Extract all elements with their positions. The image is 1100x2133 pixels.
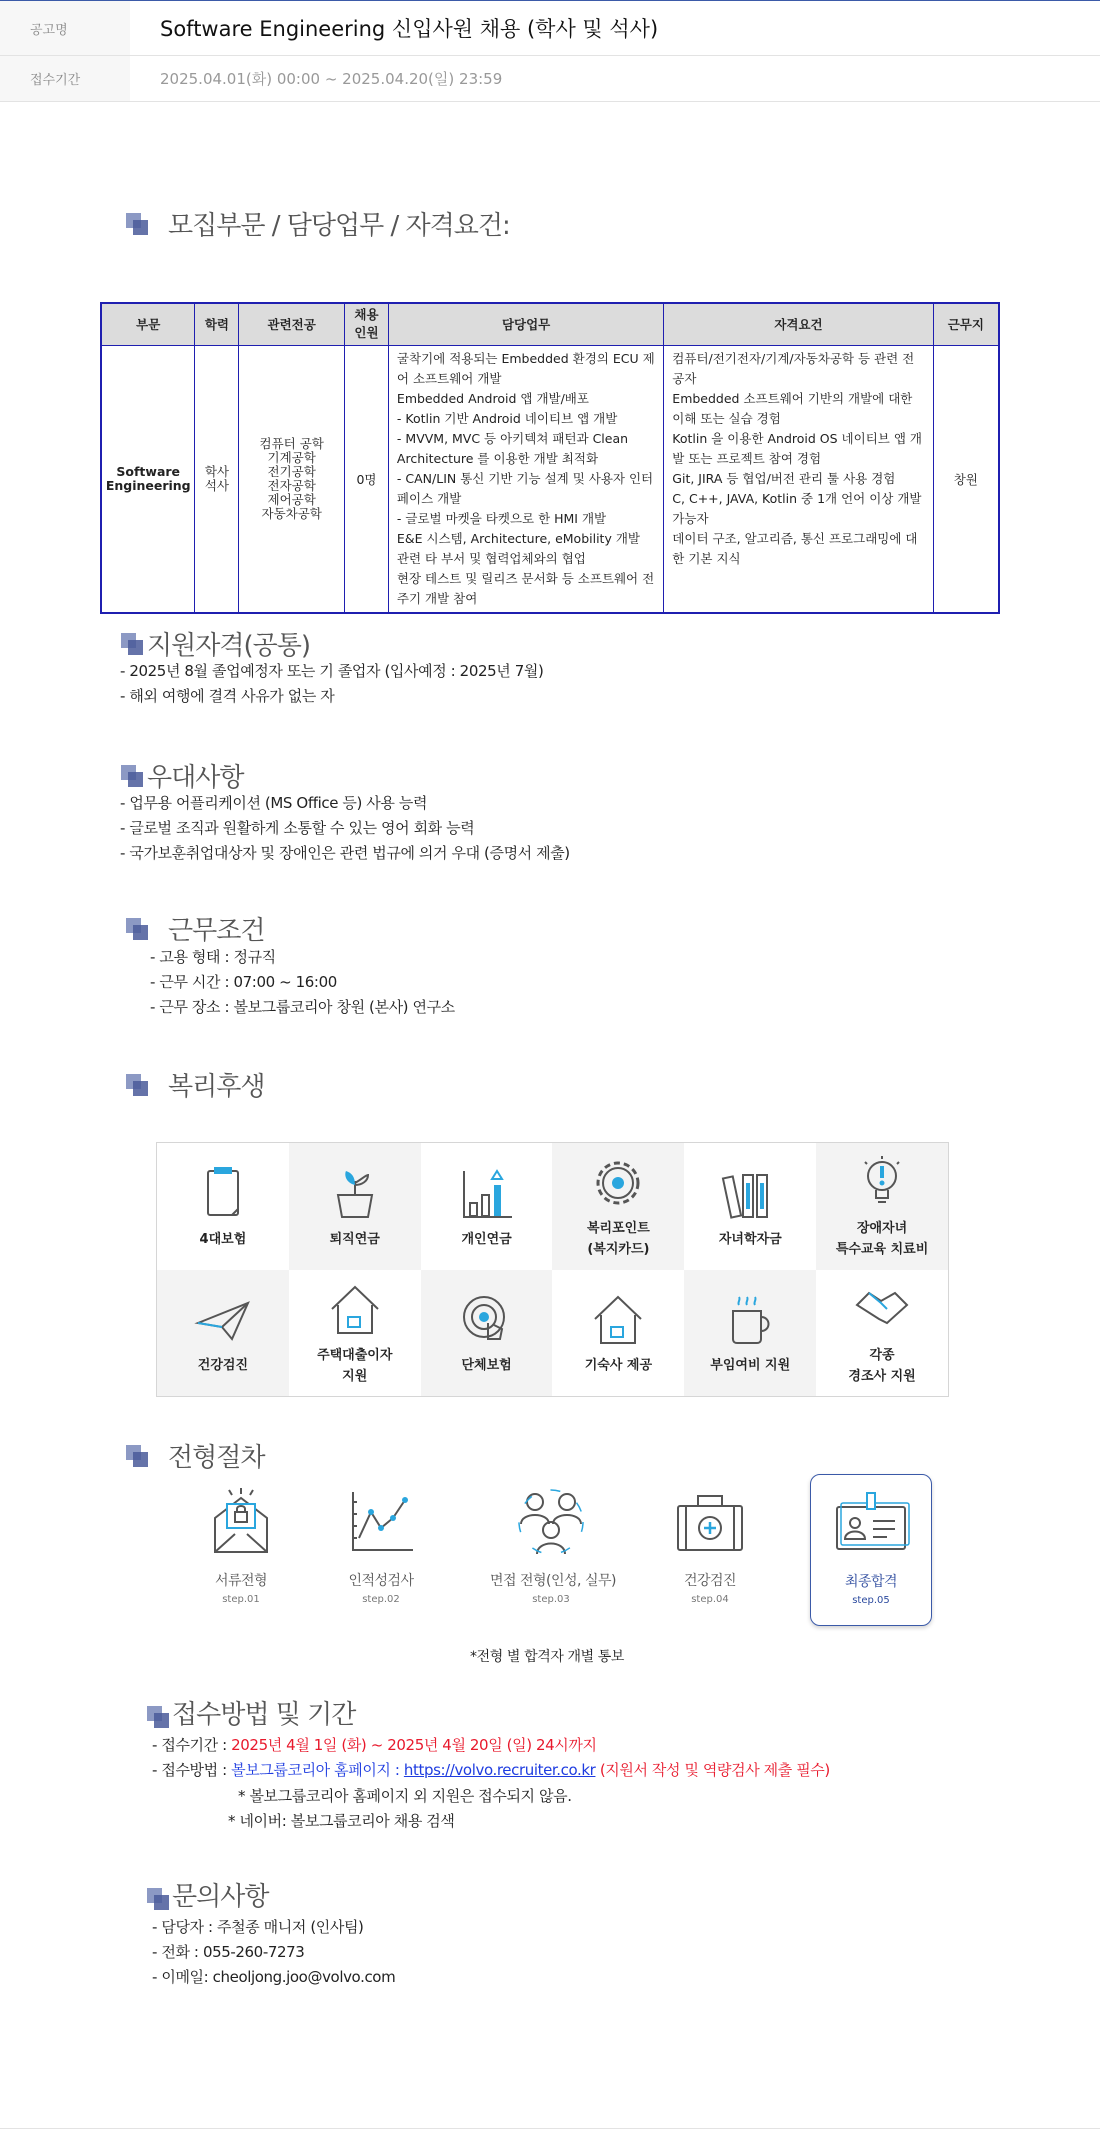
benefit-item: 4대보험: [157, 1143, 289, 1270]
preference-item: - 업무용 어플리케이션 (MS Office 등) 사용 능력: [120, 794, 428, 812]
column-header: 자격요건: [664, 303, 933, 345]
envelope-lock-icon: [201, 1482, 281, 1562]
gear-icon: [587, 1152, 649, 1214]
table-header-row: [101, 303, 999, 345]
process-step-final: [810, 1474, 932, 1626]
section-bullet-icon: [126, 1074, 148, 1096]
step-name: 면접 전형(인성, 실무): [490, 1573, 616, 1589]
column-header: 근무지: [933, 303, 999, 345]
contact-item: - 전화 : 055-260-7273: [152, 1943, 305, 1961]
benefits-grid: [156, 1142, 949, 1397]
clipboard-icon: [192, 1163, 254, 1225]
requirement-item: Kotlin 을 이용한 Android OS 네이티브 앱 개발 또는 프로젝트 참여 경험: [672, 430, 922, 466]
section-bullet-icon: [147, 1888, 169, 1910]
footer-divider: [0, 2128, 1100, 2129]
target-hand-icon: [456, 1289, 518, 1351]
benefit-item: 복리포인트 (복지카드): [552, 1143, 684, 1270]
duty-item: - CAN/LIN 통신 기반 기능 설계 및 사용자 인터페이스 개발: [396, 470, 654, 506]
section-bullet-icon: [126, 918, 148, 940]
benefit-item: 부임여비 지원: [684, 1270, 816, 1397]
benefit-item: 기숙사 제공: [552, 1270, 684, 1397]
requirement-item: Embedded 소프트웨어 기반의 개발에 대한 이해 또는 실습 경험: [672, 390, 913, 426]
apply-period-value: 2025년 4월 1일 (화) ~ 2025년 4월 20일 (일) 24시까지: [231, 1736, 597, 1754]
column-header: 관련전공: [239, 303, 345, 345]
plant-pot-icon: [324, 1163, 386, 1225]
apply-period-line: [152, 1734, 597, 1755]
step-name: 건강검진: [683, 1573, 737, 1589]
section-bullet-icon: [121, 765, 143, 787]
requirement-item: 컴퓨터/전기전자/기계/자동차공학 등 관련 전공자: [672, 350, 915, 386]
duty-item: 현장 테스트 및 릴리즈 문서화 등 소프트웨어 전 주기 개발 참여: [396, 570, 655, 606]
duty-item: 굴착기에 적용되는 Embedded 환경의 ECU 제어 소프트웨어 개발: [396, 350, 655, 386]
apply-method-note: (지원서 작성 및 역량검사 제출 필수): [595, 1761, 830, 1779]
requirement-item: Git, JIRA 등 협업/버전 관리 툴 사용 경험: [672, 470, 896, 486]
section-bullet-icon: [147, 1706, 169, 1728]
section-title-process: 전형절차: [168, 1443, 265, 1473]
headcount-cell: 0명: [345, 345, 389, 613]
mug-icon: [719, 1289, 781, 1351]
process-step: [490, 1474, 616, 1626]
section-title-qualification: 지원자격(공통): [147, 631, 310, 661]
section-bullet-icon: [121, 633, 143, 655]
application-period: 2025.04.01(화) 00:00 ~ 2025.04.20(일) 23:59: [160, 70, 503, 88]
job-title-label: 공고명: [0, 1, 130, 55]
benefit-item: 주택대출이자 지원: [289, 1270, 421, 1397]
duty-item: - 글로벌 마켓을 타켓으로 한 HMI 개발: [396, 510, 607, 526]
paper-plane-icon: [192, 1289, 254, 1351]
lightbulb-icon: [851, 1152, 913, 1214]
duty-item: - MVVM, MVC 등 아키텍쳐 패턴과 Clean Architecture 를 이용한 개발 최적화: [396, 430, 629, 466]
books-icon: [719, 1163, 781, 1225]
contact-item: - 이메일: cheoljong.joo@volvo.com: [152, 1968, 396, 1986]
step-name: 서류전형: [214, 1573, 268, 1589]
contact-item: - 담당자 : 주철종 매니저 (인사팀): [152, 1918, 364, 1936]
step-number: step.03: [532, 1594, 570, 1605]
section-title-recruit: 모집부문 / 담당업무 / 자격요건:: [168, 211, 510, 241]
division-cell: Software Engineering: [101, 345, 195, 613]
apply-method-site: 볼보그룹코리아 홈페이지 :: [231, 1761, 404, 1779]
apply-note: * 네이버: 볼보그룹코리아 채용 검색: [228, 1812, 455, 1830]
section-title-contact: 문의사항: [172, 1882, 269, 1912]
preference-item: - 국가보훈취업대상자 및 장애인은 관련 법규에 의거 우대 (증명서 제출): [120, 844, 570, 862]
benefit-item: 장애자녀 특수교육 치료비: [816, 1143, 948, 1270]
column-header: 부문: [101, 303, 195, 345]
section-bullet-icon: [126, 1445, 148, 1467]
duties-cell: [388, 345, 663, 613]
apply-method-label: - 접수방법 :: [152, 1761, 232, 1779]
benefit-item: 자녀학자금: [684, 1143, 816, 1270]
requirement-item: 데이터 구조, 알고리즘, 통신 프로그래밍에 대한 기본 지식: [672, 530, 918, 566]
benefit-item: 각종 경조사 지원: [816, 1270, 948, 1397]
duty-item: E&E 시스템, Architecture, eMobility 개발 관련 타 부서 및 협력업체와의 협업: [396, 530, 640, 566]
benefit-item: 단체보험: [421, 1270, 553, 1397]
application-period-label: 접수기간: [0, 56, 130, 101]
benefit-item: 개인연금: [421, 1143, 553, 1270]
process-step: [180, 1474, 302, 1626]
process-step: [320, 1474, 442, 1626]
condition-item: - 고용 형태 : 정규직: [150, 948, 276, 966]
benefit-item: 퇴직연금: [289, 1143, 421, 1270]
step-name: 인적성검사: [348, 1573, 414, 1589]
process-steps: [180, 1474, 940, 1626]
condition-item: - 근무 장소 : 볼보그룹코리아 창원 (본사) 연구소: [150, 998, 455, 1016]
apply-method-line: [152, 1759, 830, 1780]
duty-item: - Kotlin 기반 Android 네이티브 앱 개발: [396, 410, 618, 426]
column-header: 학력: [195, 303, 239, 345]
apply-note: * 볼보그룹코리아 홈페이지 외 지원은 접수되지 않음.: [238, 1787, 572, 1805]
benefit-item: 건강검진: [157, 1270, 289, 1397]
requirement-item: C, C++, JAVA, Kotlin 중 1개 언어 이상 개발 가능자: [672, 490, 922, 526]
id-card-icon: [831, 1483, 911, 1563]
column-header: 채용 인원: [345, 303, 389, 345]
job-title-row: [0, 0, 1100, 56]
recruitment-table: [100, 302, 1000, 614]
step-number: step.05: [852, 1595, 890, 1606]
step-number: step.02: [362, 1594, 400, 1605]
step-name: 최종합격: [844, 1574, 898, 1590]
step-number: step.04: [691, 1594, 729, 1605]
section-title-preference: 우대사항: [147, 763, 244, 793]
majors-cell: 컴퓨터 공학 기계공학 전기공학 전자공학 제어공학 자동차공학: [239, 345, 345, 613]
section-title-conditions: 근무조건: [168, 916, 265, 946]
application-period-row: [0, 56, 1100, 102]
step-number: step.01: [222, 1594, 260, 1605]
requirements-cell: [664, 345, 933, 613]
preference-item: - 글로벌 조직과 원활하게 소통할 수 있는 영어 회화 능력: [120, 819, 475, 837]
process-note: *전형 별 합격자 개별 통보: [470, 1649, 625, 1665]
process-step: [649, 1474, 771, 1626]
qualification-item: - 해외 여행에 결격 사유가 없는 자: [120, 687, 335, 705]
section-bullet-icon: [126, 213, 148, 235]
house-icon: [324, 1279, 386, 1341]
section-title-welfare: 복리후생: [168, 1072, 265, 1102]
condition-item: - 근무 시간 : 07:00 ~ 16:00: [150, 973, 337, 991]
house-icon: [587, 1289, 649, 1351]
section-title-apply: 접수방법 및 기간: [172, 1700, 356, 1730]
line-chart-icon: [341, 1482, 421, 1562]
column-header: 담당업무: [388, 303, 663, 345]
apply-period-label: - 접수기간 :: [152, 1736, 232, 1754]
education-cell: 학사 석사: [195, 345, 239, 613]
duty-item: Embedded Android 앱 개발/배포: [396, 390, 589, 406]
table-row: [101, 345, 999, 613]
location-cell: 창원: [933, 345, 999, 613]
qualification-item: - 2025년 8월 졸업예정자 또는 기 졸업자 (입사예정 : 2025년 7월): [120, 662, 544, 680]
medical-kit-icon: [670, 1482, 750, 1562]
people-icon: [511, 1482, 591, 1562]
apply-url-link[interactable]: https://volvo.recruiter.co.kr: [403, 1761, 596, 1779]
bar-chart-icon: [456, 1163, 518, 1225]
job-title: Software Engineering 신입사원 채용 (학사 및 석사): [160, 17, 659, 41]
handshake-icon: [851, 1279, 913, 1341]
